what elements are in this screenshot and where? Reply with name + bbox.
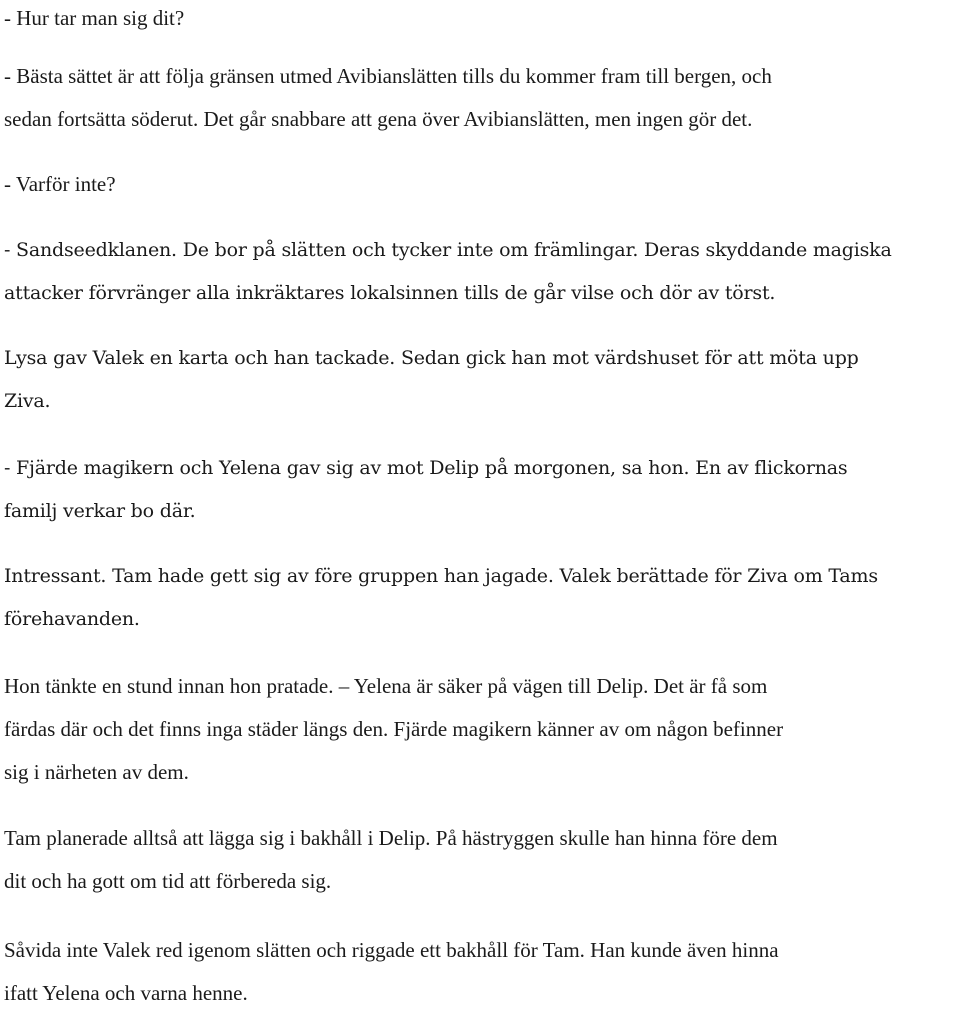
text-line: Lysa gav Valek en karta och han tackade. Sedan gick han mot värdshuset för att möta upp [4,347,859,369]
text-line: ifatt Yelena och varna henne. [4,981,248,1005]
text-line: Intressant. Tam hade gett sig av före gruppen han jagade. Valek berättade för Ziva om Tams [4,565,878,587]
text-line: dit och ha gott om tid att förbereda sig. [4,869,332,893]
paragraph-7 [4,555,954,641]
paragraph-8 [4,665,954,794]
text-line: familj verkar bo där. [4,500,196,522]
paragraph-10 [4,929,954,1015]
text-line: färdas där och det finns inga städer längs den. Fjärde magikern känner av om någon befinner [4,717,784,741]
paragraph-2 [4,55,954,141]
text-line: sig i närheten av dem. [4,760,189,784]
text-line: sedan fortsätta söderut. Det går snabbare att gena över Avibianslätten, men ingen gör det. [4,107,753,131]
paragraph-1 [4,0,954,40]
text-line: Ziva. [4,390,51,412]
text-line: Hon tänkte en stund innan hon pratade. – Yelena är säker på vägen till Delip. Det är få som [4,674,768,698]
text-line: Tam planerade alltså att lägga sig i bakhåll i Delip. På hästryggen skulle han hinna före dem [4,826,778,850]
text-line: - Sandseedklanen. De bor på slätten och tycker inte om främlingar. Deras skyddande magiska [4,239,892,261]
paragraph-3 [4,163,954,206]
text-line: attacker förvränger alla inkräktares lokalsinnen tills de går vilse och dör av törst. [4,282,776,304]
text-line: förehavanden. [4,608,140,630]
text-line: - Bästa sättet är att följa gränsen utmed Avibianslätten tills du kommer fram till bergen, och [4,64,772,88]
text-line: - Fjärde magikern och Yelena gav sig av mot Delip på morgonen, sa hon. En av flickornas [4,457,848,479]
paragraph-9 [4,817,954,903]
text-line: Såvida inte Valek red igenom slätten och riggade ett bakhåll för Tam. Han kunde även hinna [4,938,779,962]
paragraph-4 [4,229,954,315]
paragraph-5 [4,337,954,423]
text-line: - Varför inte? [4,172,116,196]
paragraph-6 [4,447,954,533]
text-line: - Hur tar man sig dit? [4,6,185,30]
